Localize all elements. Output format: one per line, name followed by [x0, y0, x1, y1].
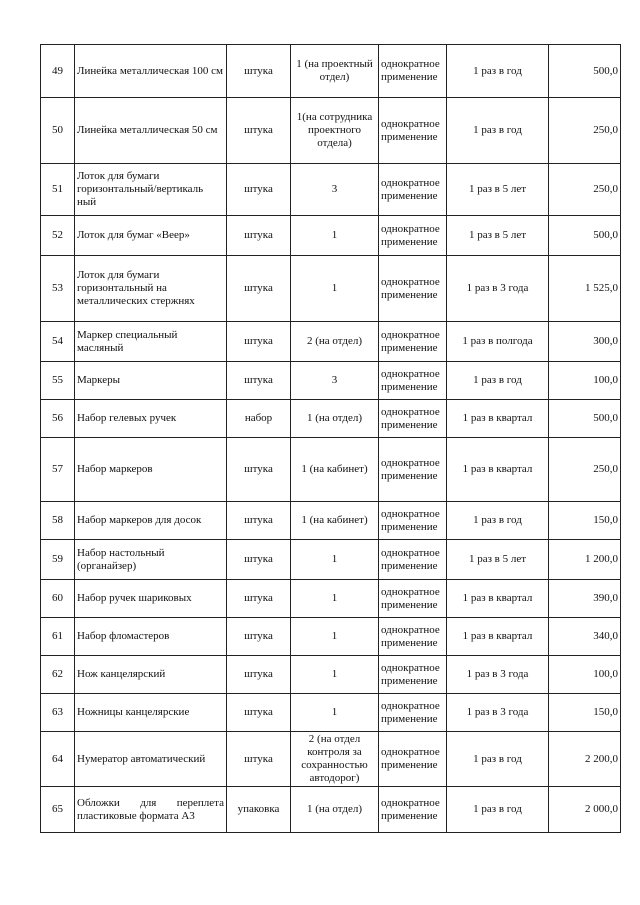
item-usage-type: однократное применение: [379, 438, 447, 502]
table-row: [41, 732, 621, 787]
table-row: [41, 98, 621, 164]
item-usage-type: однократное применение: [379, 580, 447, 618]
item-price: 1 200,0: [549, 540, 621, 580]
item-period: 1 раз в год: [447, 98, 549, 164]
item-price: 500,0: [549, 216, 621, 256]
row-number: 63: [41, 694, 75, 732]
row-number: 55: [41, 362, 75, 400]
item-name: Линейка металлическая 100 см: [75, 45, 227, 98]
item-usage-type: однократное применение: [379, 164, 447, 216]
table-row: [41, 164, 621, 216]
row-number: 62: [41, 656, 75, 694]
item-unit: штука: [227, 98, 291, 164]
item-period: 1 раз в 3 года: [447, 656, 549, 694]
item-unit: штука: [227, 656, 291, 694]
item-unit: штука: [227, 322, 291, 362]
item-name: Набор маркеров для досок: [75, 502, 227, 540]
item-quantity: 1: [291, 580, 379, 618]
item-period: 1 раз в 3 года: [447, 694, 549, 732]
item-unit: штука: [227, 618, 291, 656]
item-usage-type: однократное применение: [379, 618, 447, 656]
item-unit: штука: [227, 732, 291, 787]
item-name: Ножницы канцелярские: [75, 694, 227, 732]
item-quantity: 1: [291, 694, 379, 732]
item-quantity: 1: [291, 618, 379, 656]
item-period: 1 раз в 5 лет: [447, 216, 549, 256]
item-quantity: 1 (на кабинет): [291, 502, 379, 540]
item-unit: штука: [227, 540, 291, 580]
item-unit: штука: [227, 45, 291, 98]
row-number: 65: [41, 787, 75, 833]
item-period: 1 раз в год: [447, 45, 549, 98]
item-quantity: 3: [291, 362, 379, 400]
item-price: 2 000,0: [549, 787, 621, 833]
item-unit: штука: [227, 216, 291, 256]
table-row: [41, 787, 621, 833]
table-row: [41, 322, 621, 362]
row-number: 64: [41, 732, 75, 787]
item-price: 250,0: [549, 438, 621, 502]
item-name: Нумератор автоматический: [75, 732, 227, 787]
row-number: 49: [41, 45, 75, 98]
table-row: [41, 580, 621, 618]
item-period: 1 раз в год: [447, 362, 549, 400]
item-name: Линейка металлическая 50 см: [75, 98, 227, 164]
item-usage-type: однократное применение: [379, 362, 447, 400]
row-number: 58: [41, 502, 75, 540]
item-unit: штука: [227, 438, 291, 502]
item-period: 1 раз в квартал: [447, 618, 549, 656]
table-row: [41, 438, 621, 502]
item-name: Маркеры: [75, 362, 227, 400]
item-period: 1 раз в полгода: [447, 322, 549, 362]
item-usage-type: однократное применение: [379, 656, 447, 694]
item-usage-type: однократное применение: [379, 732, 447, 787]
item-quantity: 1 (на отдел): [291, 787, 379, 833]
item-period: 1 раз в квартал: [447, 438, 549, 502]
item-price: 340,0: [549, 618, 621, 656]
item-usage-type: однократное применение: [379, 216, 447, 256]
table-row: [41, 216, 621, 256]
item-name: Маркер специальный масляный: [75, 322, 227, 362]
item-quantity: 1 (на проектный отдел): [291, 45, 379, 98]
item-unit: штука: [227, 694, 291, 732]
item-price: 100,0: [549, 656, 621, 694]
row-number: 57: [41, 438, 75, 502]
item-usage-type: однократное применение: [379, 787, 447, 833]
item-period: 1 раз в 5 лет: [447, 164, 549, 216]
item-quantity: 1 (на отдел): [291, 400, 379, 438]
item-name: Набор гелевых ручек: [75, 400, 227, 438]
item-usage-type: однократное применение: [379, 540, 447, 580]
table-row: [41, 502, 621, 540]
item-usage-type: однократное применение: [379, 98, 447, 164]
item-unit: штука: [227, 362, 291, 400]
row-number: 53: [41, 256, 75, 322]
item-price: 250,0: [549, 98, 621, 164]
supplies-table: [40, 44, 621, 833]
item-name: Набор фломастеров: [75, 618, 227, 656]
table-row: [41, 400, 621, 438]
item-quantity: 1(на сотрудника проектного отдела): [291, 98, 379, 164]
item-name: Лоток для бумаги горизонтальный/вертикаль ный: [75, 164, 227, 216]
item-usage-type: однократное применение: [379, 694, 447, 732]
item-period: 1 раз в 3 года: [447, 256, 549, 322]
item-price: 2 200,0: [549, 732, 621, 787]
item-usage-type: однократное применение: [379, 400, 447, 438]
item-name: Набор ручек шариковых: [75, 580, 227, 618]
item-price: 300,0: [549, 322, 621, 362]
item-usage-type: однократное применение: [379, 322, 447, 362]
table-row: [41, 540, 621, 580]
table-row: [41, 45, 621, 98]
item-price: 250,0: [549, 164, 621, 216]
row-number: 52: [41, 216, 75, 256]
table-row: [41, 694, 621, 732]
item-name: Нож канцелярский: [75, 656, 227, 694]
item-quantity: 1: [291, 256, 379, 322]
item-usage-type: однократное применение: [379, 45, 447, 98]
row-number: 61: [41, 618, 75, 656]
item-period: 1 раз в 5 лет: [447, 540, 549, 580]
item-unit: штука: [227, 580, 291, 618]
item-usage-type: однократное применение: [379, 502, 447, 540]
item-price: 1 525,0: [549, 256, 621, 322]
item-period: 1 раз в год: [447, 502, 549, 540]
item-unit: набор: [227, 400, 291, 438]
item-price: 500,0: [549, 400, 621, 438]
item-period: 1 раз в год: [447, 787, 549, 833]
item-quantity: 3: [291, 164, 379, 216]
item-unit: штука: [227, 164, 291, 216]
item-quantity: 1: [291, 540, 379, 580]
item-quantity: 2 (на отдел контроля за сохранностью автодорог): [291, 732, 379, 787]
item-price: 100,0: [549, 362, 621, 400]
item-unit: штука: [227, 502, 291, 540]
table-row: [41, 256, 621, 322]
item-quantity: 2 (на отдел): [291, 322, 379, 362]
row-number: 54: [41, 322, 75, 362]
item-name: Лоток для бумаг «Веер»: [75, 216, 227, 256]
item-unit: упаковка: [227, 787, 291, 833]
row-number: 51: [41, 164, 75, 216]
row-number: 56: [41, 400, 75, 438]
table-row: [41, 618, 621, 656]
item-period: 1 раз в квартал: [447, 580, 549, 618]
item-name: Набор маркеров: [75, 438, 227, 502]
item-name: Лоток для бумаги горизонтальный на металлических стержнях: [75, 256, 227, 322]
row-number: 59: [41, 540, 75, 580]
item-price: 390,0: [549, 580, 621, 618]
table-row: [41, 656, 621, 694]
item-price: 150,0: [549, 502, 621, 540]
item-name: Обложки для переплета пластиковые формата А3: [75, 787, 227, 833]
item-unit: штука: [227, 256, 291, 322]
item-name: Набор настольный (органайзер): [75, 540, 227, 580]
item-period: 1 раз в квартал: [447, 400, 549, 438]
item-usage-type: однократное применение: [379, 256, 447, 322]
item-price: 500,0: [549, 45, 621, 98]
item-quantity: 1: [291, 216, 379, 256]
item-period: 1 раз в год: [447, 732, 549, 787]
item-price: 150,0: [549, 694, 621, 732]
item-quantity: 1 (на кабинет): [291, 438, 379, 502]
table-row: [41, 362, 621, 400]
item-quantity: 1: [291, 656, 379, 694]
row-number: 50: [41, 98, 75, 164]
row-number: 60: [41, 580, 75, 618]
